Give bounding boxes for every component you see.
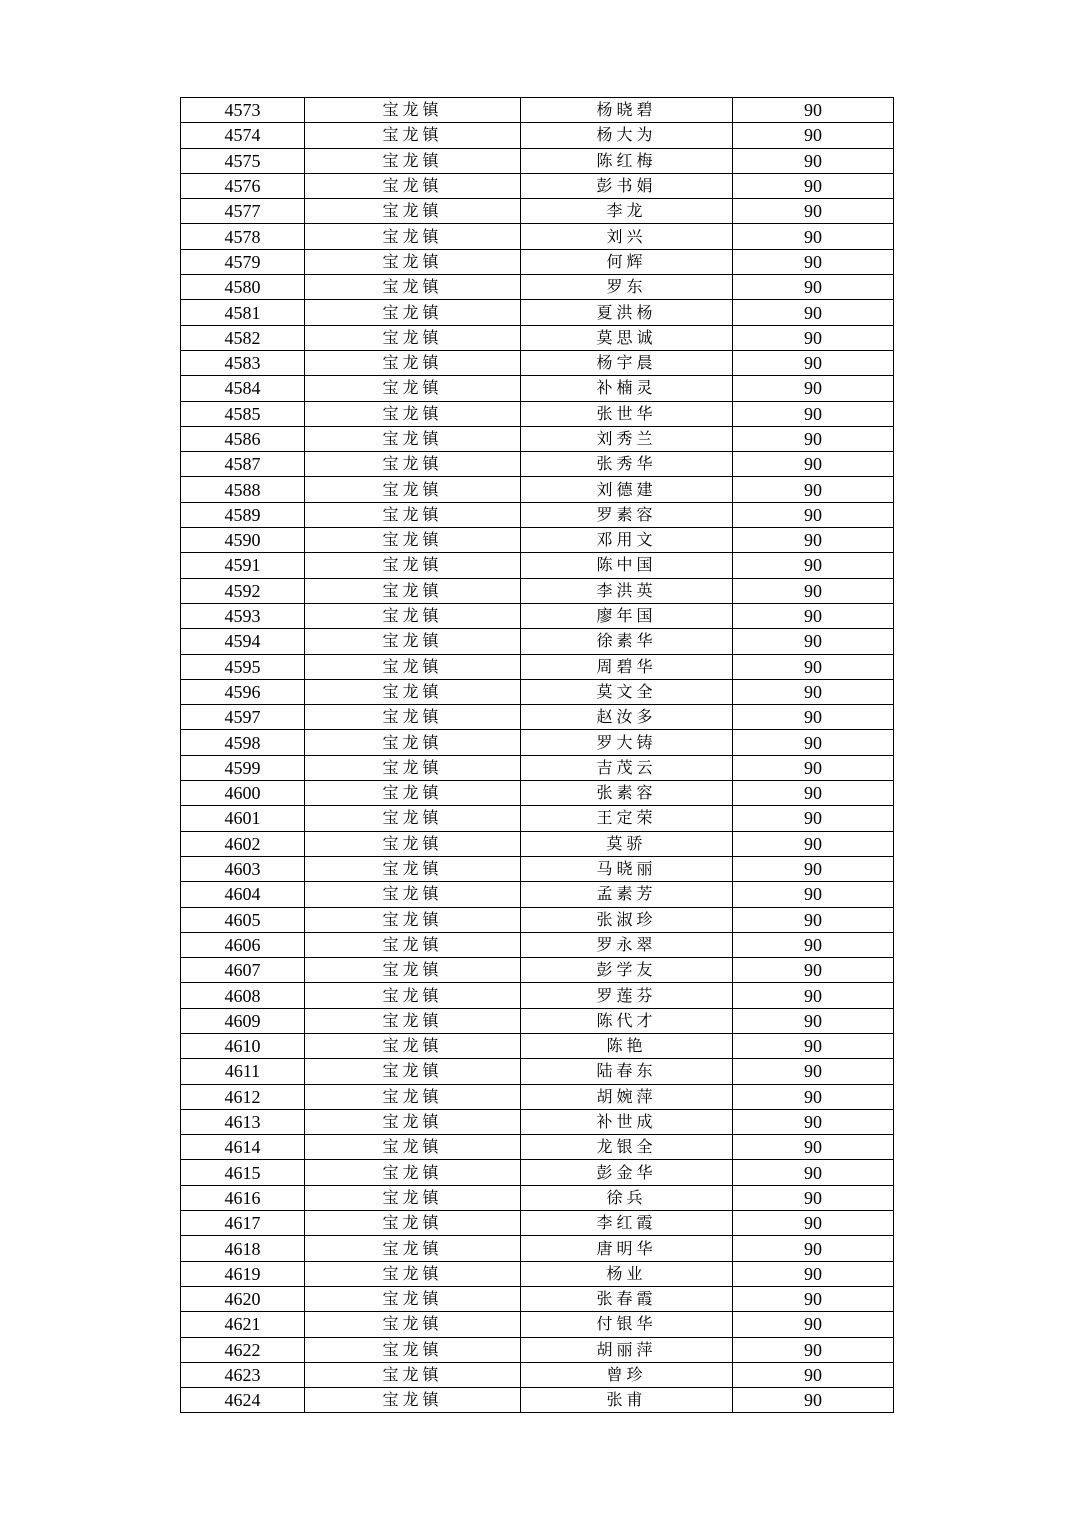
cell-name: 曾珍 [521, 1362, 733, 1387]
cell-name: 唐明华 [521, 1236, 733, 1261]
cell-town: 宝龙镇 [305, 907, 521, 932]
cell-name: 罗莲芬 [521, 983, 733, 1008]
cell-number: 4590 [181, 528, 305, 553]
cell-amount: 90 [733, 1286, 894, 1311]
cell-amount: 90 [733, 629, 894, 654]
cell-amount: 90 [733, 856, 894, 881]
cell-name: 马晓丽 [521, 856, 733, 881]
cell-name: 补楠灵 [521, 376, 733, 401]
table-row [181, 1008, 894, 1033]
cell-amount: 90 [733, 98, 894, 123]
cell-town: 宝龙镇 [305, 401, 521, 426]
cell-town: 宝龙镇 [305, 882, 521, 907]
cell-town: 宝龙镇 [305, 755, 521, 780]
table-row [181, 882, 894, 907]
cell-number: 4621 [181, 1312, 305, 1337]
cell-name: 周碧华 [521, 654, 733, 679]
cell-amount: 90 [733, 1160, 894, 1185]
cell-name: 刘秀兰 [521, 426, 733, 451]
table-row [181, 300, 894, 325]
table-row [181, 224, 894, 249]
cell-amount: 90 [733, 781, 894, 806]
cell-town: 宝龙镇 [305, 1059, 521, 1084]
cell-amount: 90 [733, 755, 894, 780]
cell-town: 宝龙镇 [305, 249, 521, 274]
cell-name: 李洪英 [521, 578, 733, 603]
cell-number: 4603 [181, 856, 305, 881]
table-row [181, 452, 894, 477]
cell-number: 4591 [181, 553, 305, 578]
cell-town: 宝龙镇 [305, 123, 521, 148]
cell-amount: 90 [733, 350, 894, 375]
cell-name: 赵汝多 [521, 705, 733, 730]
table-row [181, 199, 894, 224]
cell-number: 4595 [181, 654, 305, 679]
cell-town: 宝龙镇 [305, 1236, 521, 1261]
table-body [181, 98, 894, 1413]
cell-number: 4587 [181, 452, 305, 477]
cell-name: 罗大铸 [521, 730, 733, 755]
cell-number: 4615 [181, 1160, 305, 1185]
cell-amount: 90 [733, 1033, 894, 1058]
cell-amount: 90 [733, 679, 894, 704]
table-row [181, 1160, 894, 1185]
table-row [181, 856, 894, 881]
cell-amount: 90 [733, 249, 894, 274]
cell-town: 宝龙镇 [305, 1008, 521, 1033]
cell-number: 4575 [181, 148, 305, 173]
cell-amount: 90 [733, 275, 894, 300]
cell-town: 宝龙镇 [305, 1337, 521, 1362]
cell-amount: 90 [733, 452, 894, 477]
cell-number: 4577 [181, 199, 305, 224]
cell-name: 李红霞 [521, 1211, 733, 1236]
cell-amount: 90 [733, 1008, 894, 1033]
cell-amount: 90 [733, 578, 894, 603]
table-row [181, 528, 894, 553]
table-row [181, 325, 894, 350]
cell-number: 4599 [181, 755, 305, 780]
cell-name: 付银华 [521, 1312, 733, 1337]
cell-number: 4610 [181, 1033, 305, 1058]
table-row [181, 249, 894, 274]
cell-amount: 90 [733, 831, 894, 856]
cell-name: 孟素芳 [521, 882, 733, 907]
table-row [181, 98, 894, 123]
cell-amount: 90 [733, 603, 894, 628]
cell-amount: 90 [733, 376, 894, 401]
cell-number: 4596 [181, 679, 305, 704]
cell-town: 宝龙镇 [305, 477, 521, 502]
table-row [181, 1211, 894, 1236]
table-row [181, 932, 894, 957]
cell-name: 李龙 [521, 199, 733, 224]
cell-amount: 90 [733, 654, 894, 679]
cell-name: 杨业 [521, 1261, 733, 1286]
cell-town: 宝龙镇 [305, 781, 521, 806]
cell-amount: 90 [733, 502, 894, 527]
table-row [181, 1084, 894, 1109]
cell-town: 宝龙镇 [305, 173, 521, 198]
cell-amount: 90 [733, 1236, 894, 1261]
cell-number: 4585 [181, 401, 305, 426]
cell-name: 张素容 [521, 781, 733, 806]
cell-name: 莫骄 [521, 831, 733, 856]
cell-amount: 90 [733, 730, 894, 755]
cell-amount: 90 [733, 300, 894, 325]
cell-name: 张世华 [521, 401, 733, 426]
cell-name: 莫文全 [521, 679, 733, 704]
cell-number: 4574 [181, 123, 305, 148]
cell-name: 杨大为 [521, 123, 733, 148]
cell-town: 宝龙镇 [305, 376, 521, 401]
table-row [181, 603, 894, 628]
cell-name: 杨晓碧 [521, 98, 733, 123]
cell-number: 4582 [181, 325, 305, 350]
cell-town: 宝龙镇 [305, 325, 521, 350]
cell-town: 宝龙镇 [305, 350, 521, 375]
cell-town: 宝龙镇 [305, 1388, 521, 1413]
cell-town: 宝龙镇 [305, 452, 521, 477]
table-row [181, 553, 894, 578]
cell-town: 宝龙镇 [305, 199, 521, 224]
cell-number: 4583 [181, 350, 305, 375]
cell-number: 4601 [181, 806, 305, 831]
cell-number: 4605 [181, 907, 305, 932]
cell-town: 宝龙镇 [305, 730, 521, 755]
cell-number: 4592 [181, 578, 305, 603]
table-row [181, 1236, 894, 1261]
cell-town: 宝龙镇 [305, 856, 521, 881]
cell-town: 宝龙镇 [305, 148, 521, 173]
cell-number: 4594 [181, 629, 305, 654]
cell-amount: 90 [733, 224, 894, 249]
cell-amount: 90 [733, 958, 894, 983]
cell-name: 邓用文 [521, 528, 733, 553]
table-row [181, 401, 894, 426]
cell-number: 4586 [181, 426, 305, 451]
cell-town: 宝龙镇 [305, 629, 521, 654]
cell-amount: 90 [733, 401, 894, 426]
cell-name: 龙银全 [521, 1135, 733, 1160]
cell-amount: 90 [733, 1388, 894, 1413]
cell-amount: 90 [733, 123, 894, 148]
cell-town: 宝龙镇 [305, 1312, 521, 1337]
cell-number: 4607 [181, 958, 305, 983]
cell-amount: 90 [733, 1135, 894, 1160]
cell-name: 陈代才 [521, 1008, 733, 1033]
cell-town: 宝龙镇 [305, 679, 521, 704]
cell-name: 陈中国 [521, 553, 733, 578]
table-row [181, 502, 894, 527]
cell-amount: 90 [733, 1185, 894, 1210]
cell-amount: 90 [733, 1337, 894, 1362]
cell-number: 4618 [181, 1236, 305, 1261]
cell-number: 4619 [181, 1261, 305, 1286]
cell-number: 4581 [181, 300, 305, 325]
cell-number: 4573 [181, 98, 305, 123]
cell-town: 宝龙镇 [305, 1286, 521, 1311]
cell-amount: 90 [733, 932, 894, 957]
cell-number: 4598 [181, 730, 305, 755]
cell-town: 宝龙镇 [305, 654, 521, 679]
cell-town: 宝龙镇 [305, 553, 521, 578]
cell-number: 4602 [181, 831, 305, 856]
cell-name: 罗素容 [521, 502, 733, 527]
table-row [181, 1109, 894, 1134]
cell-name: 夏洪杨 [521, 300, 733, 325]
cell-amount: 90 [733, 325, 894, 350]
cell-amount: 90 [733, 1211, 894, 1236]
cell-town: 宝龙镇 [305, 224, 521, 249]
table-row [181, 1261, 894, 1286]
cell-town: 宝龙镇 [305, 528, 521, 553]
cell-number: 4622 [181, 1337, 305, 1362]
cell-town: 宝龙镇 [305, 983, 521, 1008]
cell-town: 宝龙镇 [305, 1362, 521, 1387]
cell-number: 4588 [181, 477, 305, 502]
cell-amount: 90 [733, 553, 894, 578]
table-row [181, 350, 894, 375]
cell-town: 宝龙镇 [305, 831, 521, 856]
table-row [181, 654, 894, 679]
table-row [181, 123, 894, 148]
cell-number: 4589 [181, 502, 305, 527]
cell-name: 杨宇晨 [521, 350, 733, 375]
cell-town: 宝龙镇 [305, 603, 521, 628]
cell-amount: 90 [733, 148, 894, 173]
cell-amount: 90 [733, 1312, 894, 1337]
cell-name: 补世成 [521, 1109, 733, 1134]
cell-number: 4609 [181, 1008, 305, 1033]
cell-number: 4614 [181, 1135, 305, 1160]
cell-town: 宝龙镇 [305, 958, 521, 983]
cell-amount: 90 [733, 1261, 894, 1286]
cell-number: 4604 [181, 882, 305, 907]
table-row [181, 148, 894, 173]
table-row [181, 831, 894, 856]
cell-name: 廖年国 [521, 603, 733, 628]
cell-amount: 90 [733, 477, 894, 502]
table-row [181, 173, 894, 198]
cell-number: 4608 [181, 983, 305, 1008]
cell-name: 张秀华 [521, 452, 733, 477]
cell-amount: 90 [733, 806, 894, 831]
cell-town: 宝龙镇 [305, 1135, 521, 1160]
cell-name: 莫思诚 [521, 325, 733, 350]
cell-name: 陆春东 [521, 1059, 733, 1084]
cell-name: 张淑珍 [521, 907, 733, 932]
cell-amount: 90 [733, 426, 894, 451]
cell-amount: 90 [733, 983, 894, 1008]
cell-number: 4612 [181, 1084, 305, 1109]
table-row [181, 1135, 894, 1160]
table-row [181, 578, 894, 603]
cell-number: 4617 [181, 1211, 305, 1236]
cell-name: 王定荣 [521, 806, 733, 831]
cell-name: 彭金华 [521, 1160, 733, 1185]
table-row [181, 1312, 894, 1337]
table-row [181, 907, 894, 932]
cell-amount: 90 [733, 882, 894, 907]
cell-town: 宝龙镇 [305, 1211, 521, 1236]
cell-name: 吉茂云 [521, 755, 733, 780]
cell-town: 宝龙镇 [305, 1084, 521, 1109]
cell-number: 4597 [181, 705, 305, 730]
table-row [181, 1388, 894, 1413]
table-row [181, 705, 894, 730]
cell-town: 宝龙镇 [305, 1261, 521, 1286]
table-row [181, 958, 894, 983]
table-row [181, 679, 894, 704]
roster-table [180, 97, 894, 1413]
cell-name: 胡丽萍 [521, 1337, 733, 1362]
cell-number: 4620 [181, 1286, 305, 1311]
cell-name: 彭书娟 [521, 173, 733, 198]
cell-number: 4580 [181, 275, 305, 300]
table-row [181, 1286, 894, 1311]
table-row [181, 983, 894, 1008]
table-row [181, 477, 894, 502]
cell-number: 4611 [181, 1059, 305, 1084]
cell-town: 宝龙镇 [305, 426, 521, 451]
cell-number: 4600 [181, 781, 305, 806]
cell-name: 何辉 [521, 249, 733, 274]
cell-amount: 90 [733, 199, 894, 224]
cell-number: 4623 [181, 1362, 305, 1387]
table-row [181, 806, 894, 831]
cell-town: 宝龙镇 [305, 1109, 521, 1134]
cell-amount: 90 [733, 705, 894, 730]
table-row [181, 629, 894, 654]
cell-name: 张甫 [521, 1388, 733, 1413]
cell-name: 彭学友 [521, 958, 733, 983]
cell-amount: 90 [733, 1362, 894, 1387]
cell-number: 4576 [181, 173, 305, 198]
table-row [181, 730, 894, 755]
cell-name: 罗东 [521, 275, 733, 300]
table-row [181, 1337, 894, 1362]
cell-town: 宝龙镇 [305, 1185, 521, 1210]
cell-name: 张春霞 [521, 1286, 733, 1311]
table-row [181, 426, 894, 451]
table-row [181, 755, 894, 780]
cell-town: 宝龙镇 [305, 932, 521, 957]
cell-number: 4584 [181, 376, 305, 401]
cell-number: 4613 [181, 1109, 305, 1134]
cell-name: 徐兵 [521, 1185, 733, 1210]
cell-number: 4616 [181, 1185, 305, 1210]
cell-amount: 90 [733, 1084, 894, 1109]
cell-town: 宝龙镇 [305, 502, 521, 527]
table-row [181, 1033, 894, 1058]
cell-town: 宝龙镇 [305, 1033, 521, 1058]
cell-number: 4624 [181, 1388, 305, 1413]
cell-town: 宝龙镇 [305, 578, 521, 603]
cell-number: 4593 [181, 603, 305, 628]
table-row [181, 1059, 894, 1084]
cell-name: 胡婉萍 [521, 1084, 733, 1109]
table-row [181, 275, 894, 300]
cell-amount: 90 [733, 907, 894, 932]
table-row [181, 1362, 894, 1387]
cell-town: 宝龙镇 [305, 705, 521, 730]
cell-name: 徐素华 [521, 629, 733, 654]
cell-name: 陈艳 [521, 1033, 733, 1058]
cell-town: 宝龙镇 [305, 1160, 521, 1185]
cell-amount: 90 [733, 1109, 894, 1134]
table-row [181, 781, 894, 806]
cell-amount: 90 [733, 1059, 894, 1084]
cell-town: 宝龙镇 [305, 300, 521, 325]
cell-town: 宝龙镇 [305, 275, 521, 300]
cell-amount: 90 [733, 173, 894, 198]
cell-number: 4579 [181, 249, 305, 274]
cell-name: 罗永翠 [521, 932, 733, 957]
table-row [181, 1185, 894, 1210]
cell-name: 刘兴 [521, 224, 733, 249]
cell-name: 刘德建 [521, 477, 733, 502]
table-row [181, 376, 894, 401]
cell-number: 4606 [181, 932, 305, 957]
cell-town: 宝龙镇 [305, 98, 521, 123]
cell-name: 陈红梅 [521, 148, 733, 173]
cell-number: 4578 [181, 224, 305, 249]
cell-town: 宝龙镇 [305, 806, 521, 831]
cell-amount: 90 [733, 528, 894, 553]
